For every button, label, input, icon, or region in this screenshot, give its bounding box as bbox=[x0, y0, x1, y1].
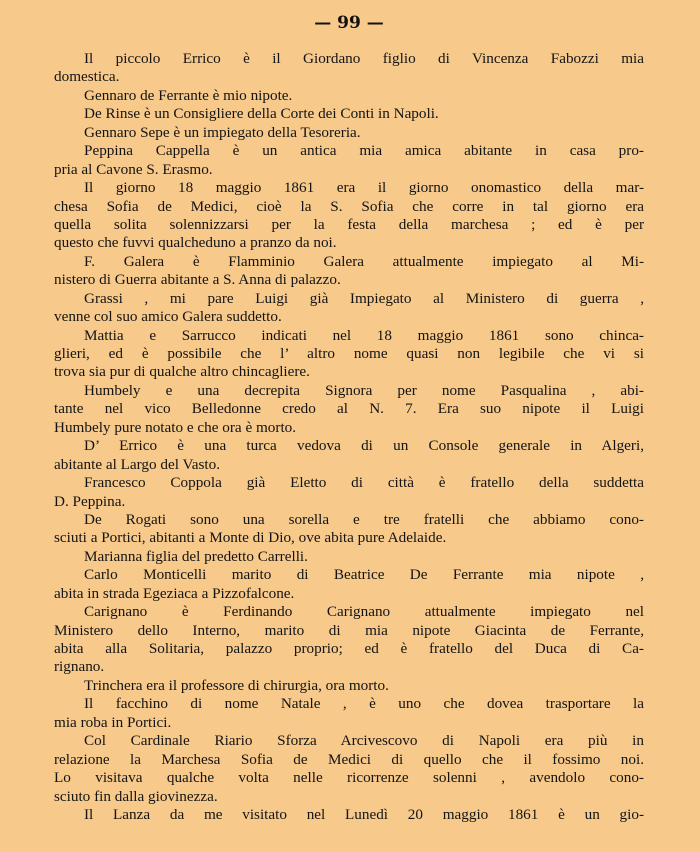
text-line: Mattia e Sarrucco indicati nel 18 maggio 1861 sono chinca- bbox=[84, 326, 644, 344]
text-line: quella solita solennizzarsi per la festa della marchesa ; ed è per bbox=[54, 215, 644, 233]
text-line: D’ Errico è una turca vedova di un Console generale in Algeri, bbox=[84, 437, 644, 455]
text-line: domestica. bbox=[54, 68, 120, 86]
paragraph bbox=[54, 474, 644, 511]
paragraph bbox=[54, 50, 644, 87]
text-line: Francesco Coppola già Eletto di città è fratello della suddetta bbox=[84, 474, 644, 492]
text-line: nistero di Guerra abitante a S. Anna di palazzo. bbox=[54, 271, 341, 289]
text-line: D. Peppina. bbox=[54, 492, 126, 510]
text-line: Il facchino di nome Natale , è uno che dovea trasportare la bbox=[84, 695, 644, 713]
text-line: abitante al Largo del Vasto. bbox=[54, 455, 221, 473]
paragraph bbox=[54, 511, 644, 548]
text-line: tante nel vico Belledonne credo al N. 7. Era suo nipote il Luigi bbox=[54, 400, 644, 418]
text-line: Col Cardinale Riario Sforza Arcivescovo di Napoli era più in bbox=[84, 732, 644, 750]
text-line: sciuto fin dalla giovinezza. bbox=[54, 787, 218, 805]
paragraph bbox=[54, 603, 644, 677]
text-line: mia roba in Portici. bbox=[54, 713, 172, 731]
text-line: Humbely e una decrepita Signora per nome Pasqualina , abi- bbox=[84, 381, 644, 399]
paragraph bbox=[54, 806, 644, 824]
text-line: glieri, ed è possibile che l’ altro nome quasi non legibile che vi si bbox=[54, 345, 644, 362]
text-line: rignano. bbox=[54, 658, 105, 676]
text-line: De Rogati sono una sorella e tre fratelli che abbiamo cono- bbox=[84, 510, 644, 528]
text-line: trova sia pur di qualche altro chincagliere. bbox=[54, 363, 310, 381]
page-number: — 99 — bbox=[314, 13, 384, 33]
text-line: Il Lanza da me visitato nel Lunedì 20 maggio 1861 è un gio- bbox=[84, 805, 644, 823]
text-line: De Rinse è un Consigliere della Corte dei Conti in Napoli. bbox=[84, 105, 439, 123]
text-line: Ministero dello Interno, marito di mia nipote Giacinta de Ferrante, bbox=[54, 621, 644, 639]
text-line: Lo visitava qualche volta nelle ricorrenze solenni , avendolo cono- bbox=[54, 769, 644, 787]
text-line: Grassi , mi pare Luigi già Impiegato al Ministero di guerra , bbox=[84, 289, 644, 307]
paragraph bbox=[54, 732, 644, 806]
paragraph bbox=[54, 124, 644, 142]
text-line: F. Galera è Flamminio Galera attualmente impiegato al Mi- bbox=[84, 252, 644, 270]
text-line: relazione la Marchesa Sofia de Medici di quello che il fossimo noi. bbox=[54, 750, 644, 768]
text-line: sciuti a Portici, abitanti a Monte di Dio, ove abita pure Adelaide. bbox=[54, 529, 447, 547]
text-line: Carlo Monticelli marito di Beatrice De Ferrante mia nipote , bbox=[84, 566, 644, 584]
text-line: venne col suo amico Galera suddetto. bbox=[54, 308, 282, 326]
paragraph bbox=[54, 566, 644, 603]
paragraph bbox=[54, 437, 644, 474]
paragraph bbox=[54, 677, 644, 695]
text-line: questo che fuvvi qualcheduno a pranzo da noi. bbox=[54, 234, 337, 252]
paragraph bbox=[54, 87, 644, 105]
text-line: Il piccolo Errico è il Giordano figlio di Vincenza Fabozzi mia bbox=[84, 50, 644, 67]
text-line: Humbely pure notato e che ora è morto. bbox=[54, 418, 297, 436]
paragraph bbox=[54, 548, 644, 566]
text-line: Carignano è Ferdinando Carignano attualmente impiegato nel bbox=[84, 603, 644, 621]
text-line: Peppina Cappella è un antica mia amica abitante in casa pro- bbox=[84, 142, 644, 160]
paragraph bbox=[54, 290, 644, 327]
paragraph bbox=[54, 179, 644, 253]
paragraph bbox=[54, 695, 644, 732]
paragraph bbox=[54, 105, 644, 123]
text-line: Il giorno 18 maggio 1861 era il giorno onomastico della mar- bbox=[84, 179, 644, 197]
text-line: Marianna figlia del predetto Carrelli. bbox=[84, 547, 308, 565]
text-line: pria al Cavone S. Erasmo. bbox=[54, 160, 213, 178]
paragraph bbox=[54, 142, 644, 179]
text-line: Gennaro Sepe è un impiegato della Tesoreria. bbox=[84, 123, 361, 141]
text-line: chesa Sofia de Medici, cioè la S. Sofia che corre in tal giorno era bbox=[54, 197, 644, 215]
paragraph bbox=[54, 253, 644, 290]
text-line: abita alla Solitaria, palazzo proprio; ed è fratello del Duca di Ca- bbox=[54, 640, 644, 657]
body-text bbox=[54, 50, 644, 824]
text-line: Gennaro de Ferrante è mio nipote. bbox=[84, 86, 293, 104]
text-line: abita in strada Egeziaca a Pizzofalcone. bbox=[54, 584, 295, 602]
paragraph bbox=[54, 382, 644, 437]
text-line: Trinchera era il professore di chirurgia, ora morto. bbox=[84, 676, 389, 694]
paragraph bbox=[54, 327, 644, 382]
